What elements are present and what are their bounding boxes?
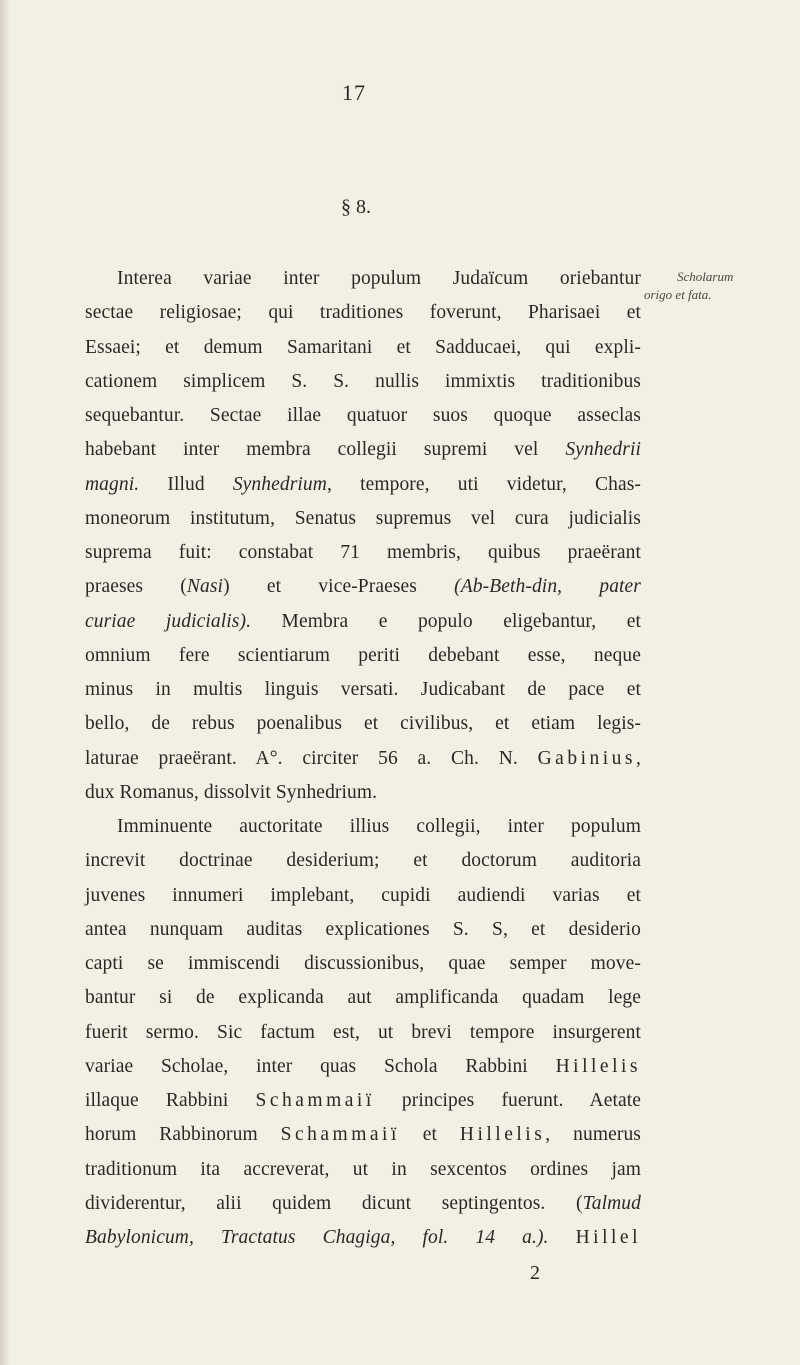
text-line: variae Scholae, inter quas Schola Rabbini Hillelis bbox=[85, 1055, 641, 1077]
text-line: Interea variae inter populum Judaïcum oriebantur bbox=[117, 268, 641, 289]
text-line: capti se immiscendi discussionibus, quae semper move- bbox=[85, 953, 641, 974]
text-line: horum Rabbinorum Schammaiï et Hillelis, numerus bbox=[85, 1124, 641, 1146]
text-line: fuerit sermo. Sic factum est, ut brevi tempore insurgerent bbox=[85, 1021, 641, 1043]
page-edge-shadow bbox=[0, 0, 10, 1365]
text-line: omnium fere scientiarum periti debebant esse, neque bbox=[85, 644, 641, 666]
text-line: laturae praeërant. A°. circiter 56 a. Ch. N. Gabinius, bbox=[85, 747, 641, 769]
text-line: minus in multis linguis versati. Judicabant de pace et bbox=[85, 679, 641, 700]
margin-note-line-2: origo et fata. bbox=[644, 287, 712, 302]
text-line: cationem simplicem S. S. nullis immixtis traditionibus bbox=[85, 370, 641, 392]
text-line: dividerentur, alii quidem dicunt septingentos. (Talmud bbox=[85, 1192, 641, 1214]
text-line: traditionum ita accreverat, ut in sexcentos ordines jam bbox=[85, 1158, 641, 1180]
text-line: sectae religiosae; qui traditiones foverunt, Pharisaei et bbox=[85, 302, 641, 324]
text-line: suprema fuit: constabat 71 membris, quibus praeërant bbox=[85, 542, 641, 563]
text-line: Babylonicum, Tractatus Chagiga, fol. 14 a.). Hillel bbox=[85, 1227, 641, 1248]
margin-note-line-1: Scholarum bbox=[677, 269, 734, 284]
text-line: juvenes innumeri implebant, cupidi audiendi varias et bbox=[85, 884, 641, 906]
margin-note bbox=[644, 268, 797, 304]
text-line: moneorum institutum, Senatus supremus vel cura judicialis bbox=[85, 507, 641, 529]
text-line: curiae judicialis). Membra e populo eligebantur, et bbox=[85, 610, 641, 632]
text-line: bello, de rebus poenalibus et civilibus, et etiam legis- bbox=[85, 713, 641, 735]
text-line: bantur si de explicanda aut amplificanda quadam lege bbox=[85, 987, 641, 1009]
text-line: habebant inter membra collegii supremi vel Synhedrii bbox=[85, 439, 641, 461]
text-line: illaque Rabbini Schammaiï principes fuerunt. Aetate bbox=[85, 1090, 641, 1111]
text-line: magni. Illud Synhedrium, tempore, uti videtur, Chas- bbox=[85, 473, 641, 495]
text-line: Imminuente auctoritate illius collegii, inter populum bbox=[117, 816, 641, 837]
signature-mark: 2 bbox=[530, 1262, 540, 1284]
text-line: praeses (Nasi) et vice-Praeses (Ab-Beth-din, pater bbox=[85, 576, 641, 598]
text-line: sequebantur. Sectae illae quatuor suos quoque asseclas bbox=[85, 405, 641, 426]
section-heading: § 8. bbox=[341, 196, 371, 218]
text-line: Essaei; et demum Samaritani et Sadducaei, qui expli- bbox=[85, 336, 641, 358]
page-number: 17 bbox=[342, 80, 366, 105]
text-line: antea nunquam auditas explicationes S. S, et desiderio bbox=[85, 918, 641, 940]
text-line: dux Romanus, dissolvit Synhedrium. bbox=[85, 781, 378, 803]
body-text bbox=[85, 262, 641, 1255]
text-line: increvit doctrinae desiderium; et doctorum auditoria bbox=[85, 850, 641, 872]
